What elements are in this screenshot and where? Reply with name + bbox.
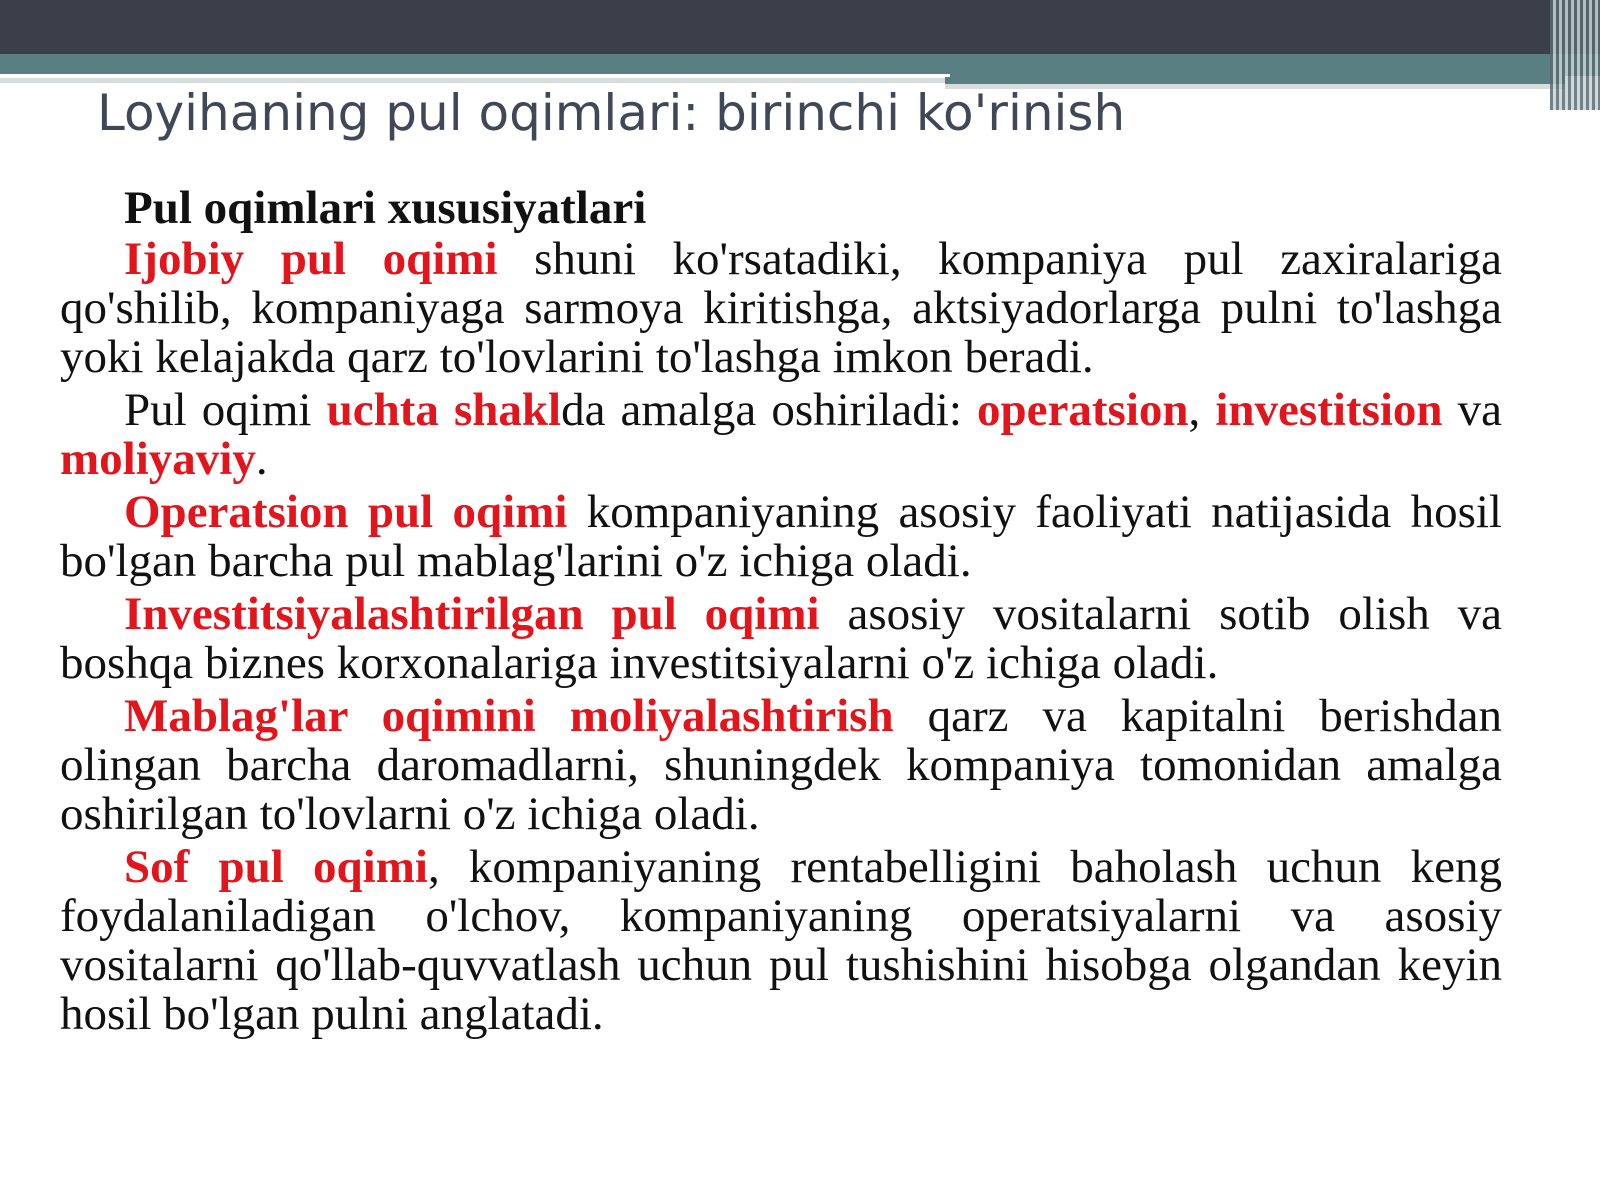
paragraph-text: da amalga oshiriladi:	[561, 384, 978, 436]
term-financial: moliyaviy	[60, 433, 256, 485]
term-investing-cash-flow: Investitsiyalashtirilgan pul oqimi	[124, 588, 820, 640]
term-investment: investitsion	[1215, 384, 1443, 436]
paragraph-investing-cash-flow	[60, 590, 1502, 688]
paragraph-text: kompaniyaning asosiy faoliyati natijasida hosil bo'lgan barcha pul mablag'larini o'z ichiga oladi.	[60, 486, 1502, 587]
paragraph-text: .	[255, 433, 268, 485]
header-shadow-line	[0, 78, 945, 83]
slide-body	[60, 184, 1502, 1043]
header-teal-step	[945, 76, 1565, 84]
term-three-forms: uchta shakl	[326, 384, 562, 436]
paragraph-operating-cash-flow	[60, 488, 1502, 586]
paragraph-net-cash-flow	[60, 843, 1502, 1039]
paragraph-text: ,	[1188, 384, 1216, 436]
paragraph-positive-cash-flow	[60, 235, 1502, 382]
term-financing-cash-flow: Mablag'lar oqimini moliyalashtirish	[124, 690, 894, 742]
term-operating-cash-flow: Operatsion pul oqimi	[124, 486, 568, 538]
header-teal-band	[0, 54, 1600, 76]
slide-title: Loyihaning pul oqimlari: birinchi ko'rinish	[97, 84, 1126, 142]
body-heading: Pul oqimlari xususiyatlari	[124, 182, 647, 234]
paragraph-text: qarz va kapitalni berishdan olingan barcha daromadlarni, shuningdek kompaniya tomonidan amalga oshirilgan to'lovlarni o'z ichiga oladi.	[60, 690, 1502, 840]
term-positive-cash-flow: Ijobiy pul oqimi	[124, 233, 498, 285]
paragraph-text: va	[1442, 384, 1503, 436]
paragraph-financing-cash-flow	[60, 692, 1502, 839]
header-dark-band	[0, 0, 1600, 54]
paragraph-cash-flow-forms	[60, 386, 1502, 484]
term-net-cash-flow: Sof pul oqimi	[124, 841, 428, 893]
header-highlight-line	[0, 74, 950, 77]
paragraph-text: Pul oqimi	[124, 384, 327, 436]
paragraph-text: shuni ko'rsatadiki, kompaniya pul zaxiralariga qo'shilib, kompaniyaga sarmoya kiritishga, aktsiyadorlarga pulni to'lashga yoki kelajakda qarz to'lovlarini to'lashga imkon beradi.	[60, 233, 1502, 383]
paragraph-text: , kompaniyaning rentabelligini baholash uchun keng foydalaniladigan o'lchov, kompaniyaning operatsiyalarni va asosiy vositalarni qo'llab-quvvatlash uchun pul tushishini hisobga olgandan keyin hosil bo'lgan pulni anglatadi.	[60, 841, 1502, 1040]
header-stripe-decoration	[1550, 0, 1600, 110]
paragraph-text: asosiy vositalarni sotib olish va boshqa biznes korxonalariga investitsiyalarni o'z ichiga oladi.	[60, 588, 1502, 689]
term-operational: operatsion	[977, 384, 1189, 436]
